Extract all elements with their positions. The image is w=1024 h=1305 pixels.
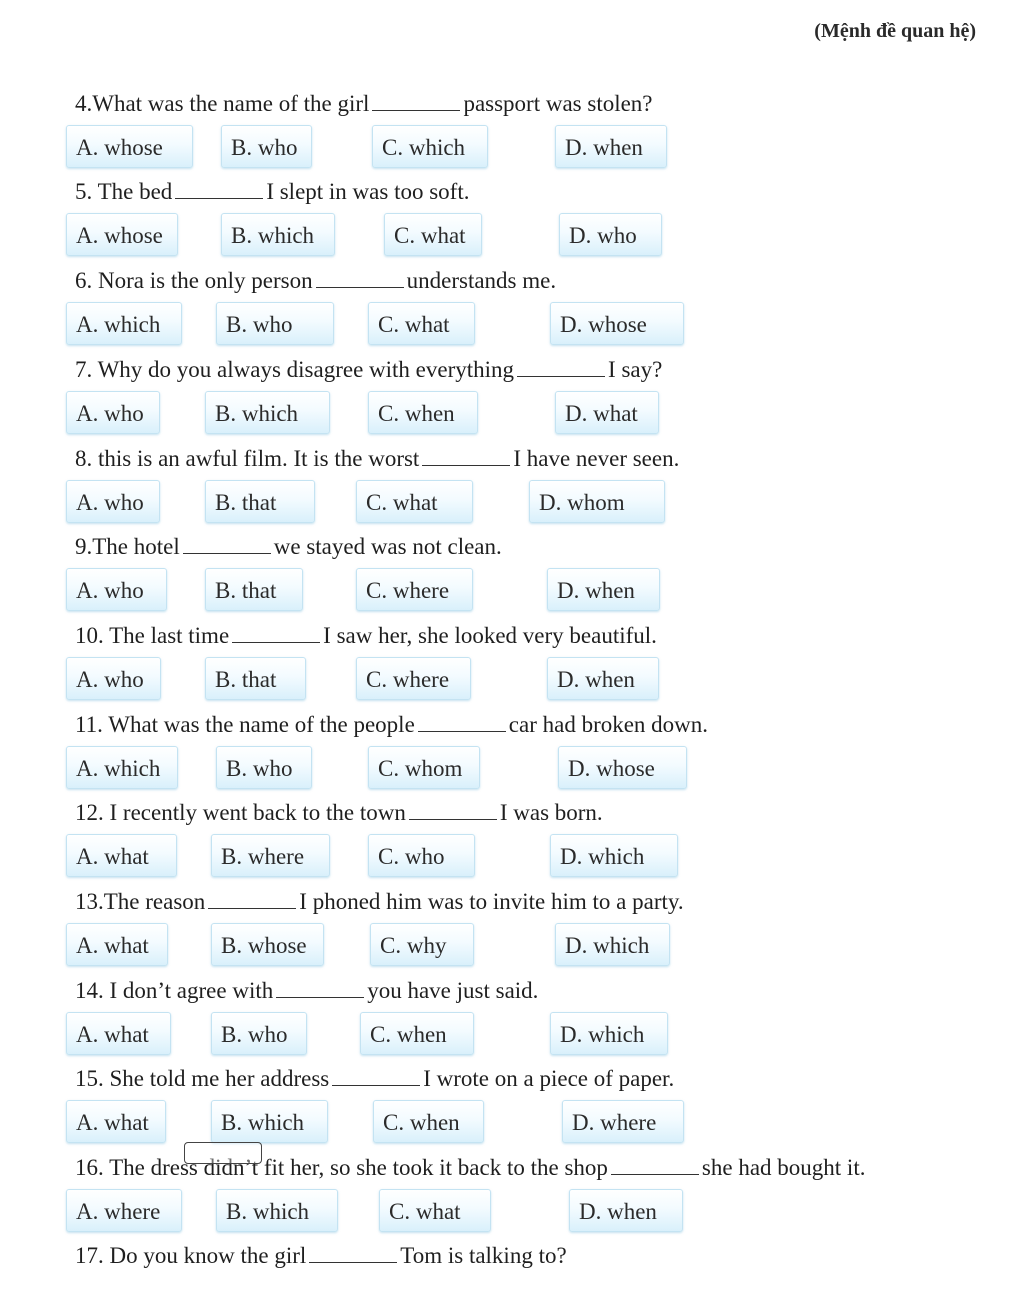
- option-d[interactable]: D. which: [550, 834, 678, 877]
- option-b[interactable]: B. whose: [211, 923, 324, 966]
- question-text: 15. She told me her address: [75, 1066, 330, 1091]
- question-10: [75, 624, 657, 647]
- option-c[interactable]: C. when: [368, 391, 478, 434]
- question-text-end: I was born.: [499, 800, 603, 825]
- option-b[interactable]: B. that: [205, 568, 303, 611]
- option-c[interactable]: C. what: [356, 480, 473, 523]
- option-c[interactable]: C. who: [368, 834, 475, 877]
- option-c[interactable]: C. when: [373, 1100, 484, 1143]
- question-14: [75, 979, 538, 1002]
- answer-blank: [276, 996, 364, 998]
- answer-blank: [175, 197, 263, 199]
- option-b[interactable]: B. which: [211, 1100, 328, 1143]
- option-d[interactable]: D. whose: [558, 746, 687, 789]
- option-d[interactable]: D. what: [555, 391, 659, 434]
- option-b[interactable]: B. which: [205, 391, 330, 434]
- question-text: 17. Do you know the girl: [75, 1243, 307, 1268]
- answer-blank: [409, 818, 497, 820]
- question-text: 12. I recently went back to the town: [75, 800, 406, 825]
- question-text-end: car had broken down.: [508, 712, 709, 737]
- option-b[interactable]: B. who: [216, 746, 312, 789]
- question-text: 13.The reason: [75, 889, 206, 914]
- option-a[interactable]: A. what: [66, 923, 168, 966]
- option-c[interactable]: C. whom: [368, 746, 480, 789]
- option-c[interactable]: C. where: [356, 657, 471, 700]
- option-a[interactable]: A. who: [66, 391, 160, 434]
- option-a[interactable]: A. what: [66, 1100, 166, 1143]
- option-d[interactable]: D. whose: [550, 302, 684, 345]
- question-text-end: you have just said.: [367, 978, 539, 1003]
- option-b[interactable]: B. who: [216, 302, 334, 345]
- question-text-end: I slept in was too soft.: [266, 179, 470, 204]
- option-b[interactable]: B. that: [205, 480, 315, 523]
- answer-blank: [183, 552, 271, 554]
- answer-blank: [422, 464, 510, 466]
- question-6: [75, 269, 556, 292]
- question-text-end: she had bought it.: [701, 1155, 866, 1180]
- question-text: 10. The last time: [75, 623, 230, 648]
- option-c[interactable]: C. what: [379, 1189, 491, 1232]
- question-text-end: I phoned him was to invite him to a party.: [299, 889, 684, 914]
- selection-rectangle: [184, 1142, 262, 1164]
- question-text-end: passport was stolen?: [463, 91, 653, 116]
- option-c[interactable]: C. which: [372, 125, 488, 168]
- option-c[interactable]: C. what: [368, 302, 475, 345]
- question-text-end: I have never seen.: [513, 446, 680, 471]
- option-a[interactable]: A. where: [66, 1189, 182, 1232]
- question-text-end: understands me.: [406, 268, 557, 293]
- answer-blank: [517, 375, 605, 377]
- option-a[interactable]: A. which: [66, 302, 182, 345]
- option-b[interactable]: B. which: [216, 1189, 338, 1232]
- answer-blank: [316, 286, 404, 288]
- question-11: [75, 713, 708, 736]
- answer-blank: [232, 641, 320, 643]
- option-d[interactable]: D. who: [559, 213, 662, 256]
- option-b[interactable]: B. where: [211, 834, 330, 877]
- option-a[interactable]: A. which: [66, 746, 178, 789]
- option-a[interactable]: A. who: [66, 568, 167, 611]
- answer-blank: [332, 1084, 420, 1086]
- option-b[interactable]: B. who: [221, 125, 312, 168]
- option-c[interactable]: C. what: [384, 213, 482, 256]
- option-d[interactable]: D. when: [547, 568, 660, 611]
- option-d[interactable]: D. whom: [529, 480, 665, 523]
- question-text: 11. What was the name of the people: [75, 712, 415, 737]
- question-7: [75, 358, 662, 381]
- answer-blank: [309, 1261, 397, 1263]
- question-8: [75, 447, 679, 470]
- question-13: [75, 890, 684, 913]
- option-a[interactable]: A. whose: [66, 213, 178, 256]
- option-d[interactable]: D. when: [547, 657, 659, 700]
- answer-blank: [208, 907, 296, 909]
- option-a[interactable]: A. who: [66, 480, 160, 523]
- option-c[interactable]: C. where: [356, 568, 473, 611]
- answer-blank: [611, 1173, 699, 1175]
- answer-blank: [418, 730, 506, 732]
- option-d[interactable]: D. when: [555, 125, 667, 168]
- question-12: [75, 801, 603, 824]
- question-4: [75, 92, 653, 115]
- question-text: 14. I don’t agree with: [75, 978, 274, 1003]
- option-b[interactable]: B. which: [221, 213, 335, 256]
- question-text: 5. The bed: [75, 179, 173, 204]
- answer-blank: [372, 109, 460, 111]
- question-17: [75, 1244, 567, 1267]
- option-d[interactable]: D. where: [562, 1100, 684, 1143]
- option-d[interactable]: D. when: [569, 1189, 683, 1232]
- option-d[interactable]: D. which: [555, 923, 670, 966]
- option-a[interactable]: A. whose: [66, 125, 193, 168]
- question-text: 7. Why do you always disagree with everything: [75, 357, 515, 382]
- question-text: 9.The hotel: [75, 534, 180, 559]
- option-a[interactable]: A. who: [66, 657, 161, 700]
- question-15: [75, 1067, 674, 1090]
- question-text: 8. this is an awful film. It is the worst: [75, 446, 420, 471]
- option-b[interactable]: B. who: [211, 1012, 307, 1055]
- worksheet-title: (Mệnh đề quan hệ): [814, 20, 976, 42]
- option-c[interactable]: C. why: [370, 923, 474, 966]
- option-b[interactable]: B. that: [205, 657, 306, 700]
- question-text-end: I saw her, she looked very beautiful.: [323, 623, 657, 648]
- question-text: 4.What was the name of the girl: [75, 91, 370, 116]
- option-a[interactable]: A. what: [66, 834, 177, 877]
- question-text-end: I wrote on a piece of paper.: [423, 1066, 675, 1091]
- question-5: [75, 180, 469, 203]
- option-c[interactable]: C. when: [360, 1012, 474, 1055]
- question-text: 6. Nora is the only person: [75, 268, 313, 293]
- question-text-end: Tom is talking to?: [400, 1243, 567, 1268]
- question-text-end: I say?: [608, 357, 663, 382]
- option-d[interactable]: D. which: [550, 1012, 668, 1055]
- question-9: [75, 535, 502, 558]
- question-text: 16. The dress didn’t fit her, so she took it back to the shop: [75, 1155, 608, 1180]
- question-text-end: we stayed was not clean.: [273, 534, 502, 559]
- option-a[interactable]: A. what: [66, 1012, 171, 1055]
